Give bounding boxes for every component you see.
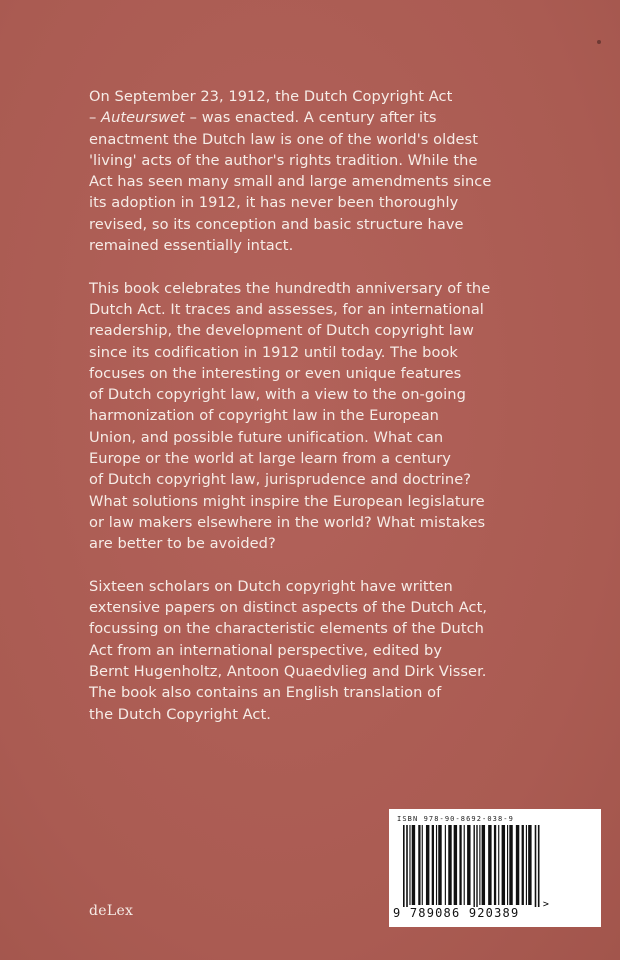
barcode-bar: [502, 825, 505, 905]
barcode-bar: [448, 825, 451, 905]
auteurswet-term: Auteurswet: [101, 109, 185, 127]
barcode-bar: [464, 825, 465, 905]
barcode-bar: [482, 825, 485, 905]
barcode-bar: [445, 825, 446, 905]
barcode-bar: [432, 825, 434, 905]
barcode-bar: [454, 825, 457, 905]
barcode-bar: [516, 825, 519, 905]
barcode-bar: [409, 825, 410, 905]
barcode-bar: [403, 825, 405, 907]
barcode-bar: [522, 825, 524, 905]
barcode-bars: [403, 825, 589, 907]
blurb-paragraph-2: This book celebrates the hundredth anniversary of the Dutch Act. It traces and assesses, for an international readership, the development of Dutch copyright law since its codification in 1912 until today. The book focuses on the interesting or even unique features of Dutch copyright law, with a view to the on-going harmonization of copyright law in the European Union, and possible future unification. What can Europe or the world at large learn from a century of Dutch copyright law, jurisprudence and doctrine? What solutions might inspire the European legislature or law makers elsewhere in the world? What mistakes are better to be avoided?: [89, 279, 491, 553]
barcode-bar: [467, 825, 470, 905]
barcode-bar: [535, 825, 537, 907]
barcode-bar: [507, 825, 508, 905]
barcode-bar: [498, 825, 499, 905]
barcode-digits: 9 789086 920389: [393, 906, 520, 920]
barcode-bar: [406, 825, 408, 907]
barcode-bar: [459, 825, 461, 905]
blurb-paragraph-1: On September 23, 1912, the Dutch Copyright Act – Auteurswet – was enacted. A century after its enactment the Dutch law is one of the world's oldest 'living' acts of the author's rights tradition. While the Act has seen many small and large amendments since its adoption in 1912, it has never been thoroughly revised, so its conception and basic structure have remained essentially intact.: [89, 88, 492, 255]
barcode-end-marker: >: [542, 899, 549, 907]
publisher-logo: deLex: [89, 903, 134, 919]
barcode-bar: [526, 825, 527, 905]
barcode-bar: [476, 825, 477, 907]
barcode-bar: [528, 825, 531, 905]
isbn-label: ISBN 978-90-8692-038-9: [397, 815, 514, 823]
barcode-bar: [488, 825, 491, 905]
barcode-bar: [438, 825, 441, 905]
barcode-bar: [494, 825, 496, 905]
isbn-barcode: [389, 809, 601, 927]
barcode-bar: [418, 825, 420, 905]
barcode-bar: [412, 825, 415, 905]
barcode-bar: [436, 825, 437, 905]
barcode-bar: [509, 825, 512, 905]
barcode-bar: [479, 825, 480, 905]
blurb-text: [89, 86, 529, 746]
cover-blemish: [597, 40, 601, 44]
barcode-bar: [422, 825, 423, 905]
blurb-paragraph-3: Sixteen scholars on Dutch copyright have written extensive papers on distinct aspects of the Dutch Act, focussing on the characteristic elements of the Dutch Act from an international perspective, edited by Bernt Hugenholtz, Antoon Quaedvlieg and Dirk Visser. The book also contains an English translation of the Dutch Copyright Act.: [89, 577, 488, 723]
barcode-bar: [474, 825, 475, 907]
barcode-bar: [538, 825, 540, 907]
barcode-bar: [426, 825, 429, 905]
